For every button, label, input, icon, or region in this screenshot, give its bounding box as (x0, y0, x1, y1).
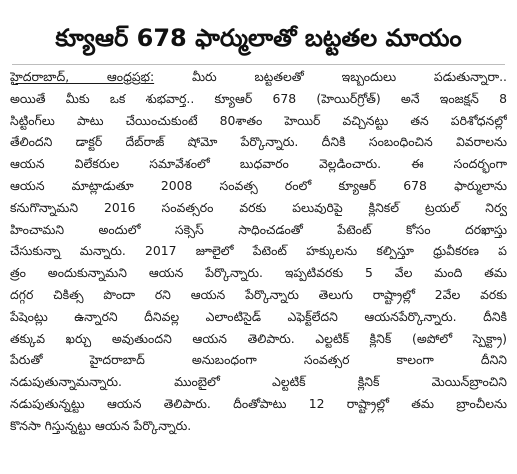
article-line-11: దగ్గర చికిత్స పొందా రని ఆయన పేర్కొన్నారు తెలుగు రాష్ట్రాల్లో 2వేల వరకు (10, 286, 507, 302)
article-line-17: కొనసా గిస్తున్నట్టు ఆయన పేర్కొన్నారు. (10, 417, 192, 433)
article-line-10: త్రం అందుకున్నామని ఆయన పేర్కొన్నారు. ఇప్పటివరకు 5 వేల మంది తమ (10, 265, 507, 281)
article-line-16: నడుపుతున్నట్టు ఆయన తెలిపారు. దీంతోపాటు 12 రాష్ట్రాల్లో తమ బ్రాంచీలను (10, 395, 507, 411)
article-line-1-text: మీరు బట్టతలతో ఇబ్బందులు పడుతున్నారా.. (191, 69, 507, 84)
headline: క్యూఆర్ 678 ఫార్ములాతో బట్టతల మాయం (55, 24, 462, 52)
article-line-8: హించామని అందులో సక్సెస్ సాధించడంతో పేటెంట్ కోసం దరఖాస్తు (10, 221, 507, 237)
article-line-3: సిట్టింగ్‌లు పాటు చేయించుకుంటే 80శాతం హెయిర్ వచ్చినట్టు తన పరిశోధనల్లో (10, 112, 507, 128)
article-line-1 (10, 66, 507, 88)
article-body (10, 66, 507, 466)
dateline: హైదరాబాద్, ఆంధ్రప్రభ: (10, 69, 155, 84)
article-line-13: తక్కువ ఖర్చు అవుతుందని ఆయన తెలిపారు. ఎల్టటిక్ క్లినిక్ (అపోలో స్పెక్ట్రా) (10, 330, 507, 346)
headline-divider (12, 64, 505, 65)
article-line-7: కనుగొన్నామని 2016 సంవత్సరం వరకు పలువురిపై క్లినికల్ ట్రయల్ నిర్వ (10, 199, 507, 215)
article-line-4: తేలిందని డాక్టర్ దేబ్‌రాజ్ షోమో పేర్కొన్నారు. దీనికి సంబంధించిన వివరాలను (10, 134, 507, 150)
article-line-2: అయితే మీకు ఒక శుభవార్త.. క్యూఆర్ 678 (హెయిర్‌గ్రోత్) అనే ఇంజక్షన్ 8 (10, 90, 507, 106)
article-line-15: నడుపుతున్నామన్నారు. ముంబైలో ఎల్టటిక్ క్లినిక్ మెయిన్‌బ్రాంచిని (10, 374, 507, 390)
article-line-9: చేసుకున్నా మన్నారు. 2017 జూలైలో పేటెంట్ హక్కులను కల్పిస్తూ ధ్రువీకరణ ప (10, 243, 507, 259)
article-line-12: పేషెంట్లు ఉన్నారని దీనివల్ల ఎలాంటిసైడ్ ఎఫెక్ట్‌లేదని ఆయనపేర్కొన్నారు. దీనికి (10, 308, 507, 324)
article-line-14: పేరుతో హైదరాబాద్ అనుబంధంగా సంవత్సర కాలంగా దీనిని (10, 352, 507, 368)
article-line-6: ఆయన మాట్లాడుతూ 2008 సంవత్స రంలో క్యూఆర్ 678 ఫార్ములాను (10, 177, 507, 193)
article-line-5: ఆయన విలేకరుల సమావేశంలో బుధవారం వెల్లడించారు. ఈ సందర్భంగా (10, 156, 507, 172)
